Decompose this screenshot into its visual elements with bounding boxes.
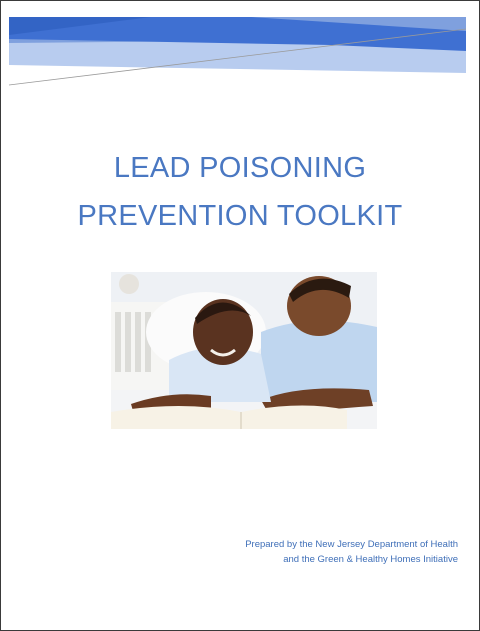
page-title [1,144,479,240]
prepared-by-line-2: and the Green & Healthy Homes Initiative [283,554,458,565]
title-line-1: LEAD POISONING [113,152,367,184]
prepared-by-line-1: Prepared by the New Jersey Department of Health [245,539,458,550]
title-line-2: PREVENTION TOOLKIT [77,200,403,232]
lamp-shape [119,274,139,294]
cover-photo [111,272,377,429]
prepared-by-text [245,537,458,567]
header-banner [1,1,479,91]
